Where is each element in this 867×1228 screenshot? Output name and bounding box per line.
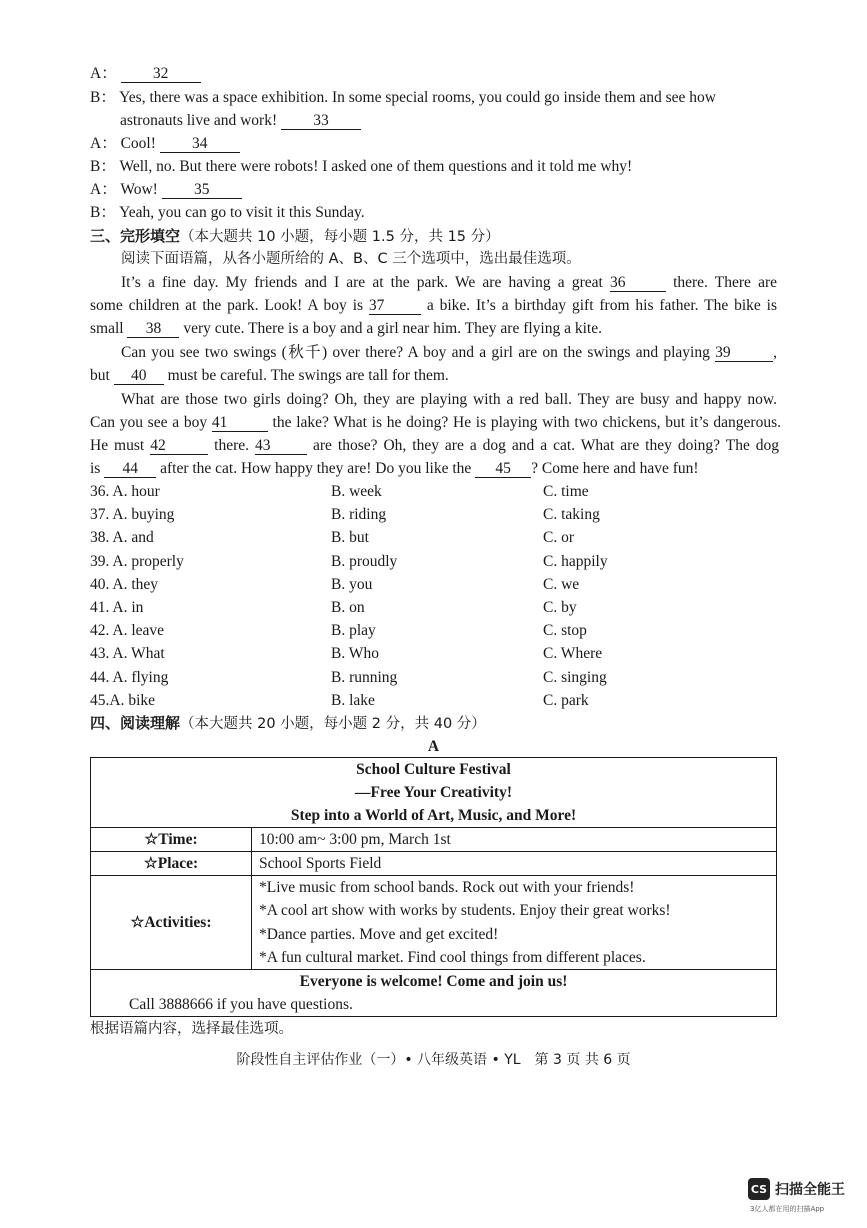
answer-blank: 37 [369, 297, 421, 315]
passage-line-4: Can you see two swings (秋千) over there? A boy and a girl are on the swings and playing 39 , [121, 344, 778, 361]
speaker-label: A [90, 65, 102, 82]
dialogue-line-3 [120, 111, 361, 131]
answer-blank: 43 [255, 437, 307, 455]
option-b: B. riding [331, 506, 387, 524]
activity-item: *Live music from school bands. Rock out with your friends! [259, 879, 635, 896]
dialogue-text: Wow! [120, 181, 158, 198]
dialogue-text: Yes, there was a space exhibition. In some special rooms, you could go inside them and see how [119, 89, 716, 106]
option-a: 37. A. buying [90, 506, 175, 524]
dialogue-line-2: B： Yes, there was a space exhibition. In some special rooms, you could go inside them and see how [90, 89, 716, 106]
option-c: C. Where [543, 645, 603, 663]
brand-slogan: 3亿人都在用的扫描App [750, 1205, 825, 1213]
option-b: B. you [331, 575, 373, 593]
option-a: 39. A. properly [90, 552, 184, 570]
activity-item: *A fun cultural market. Find cool things from different places. [259, 948, 646, 966]
option-a: 43. A. What [90, 645, 165, 663]
activities-list [252, 876, 777, 970]
activity-item: *Dance parties. Move and get excited! [259, 925, 499, 943]
option-c: C. happily [543, 552, 608, 570]
dialogue-text: astronauts live and work! [120, 112, 278, 129]
dialogue-text: Well, no. But there were robots! I asked one of them questions and it told me why! [119, 158, 633, 175]
time-label: ☆Time: [91, 828, 252, 852]
place-value: School Sports Field [252, 852, 777, 876]
option-b: B. lake [331, 691, 375, 709]
option-c: C. park [543, 691, 589, 709]
passage-line-1: It’s a fine day. My friends and I are at the park. We are having a great 36 there. There are [121, 274, 777, 291]
option-b: B. week [331, 483, 382, 500]
option-c: C. singing [543, 668, 607, 686]
option-c: C. stop [543, 622, 587, 640]
option-a: 44. A. flying [90, 668, 169, 686]
answer-blank: 38 [127, 320, 179, 338]
dialogue-line-4: A： Cool! 34 [90, 134, 240, 154]
welcome-text: Everyone is welcome! Come and join us! [299, 973, 568, 991]
activities-label: ☆Activities: [91, 876, 252, 970]
festival-poster [90, 757, 777, 1017]
option-a: 45.A. bike [90, 691, 156, 709]
part-label: A [427, 738, 440, 755]
option-a: 41. A. in [90, 599, 144, 616]
answer-blank: 41 [212, 414, 268, 432]
option-a: 38. A. and [90, 529, 154, 547]
answer-blank: 45 [475, 460, 531, 478]
answer-blank: 33 [281, 112, 361, 130]
brand-name: 扫描全能王 [775, 1182, 845, 1198]
poster-title-line: —Free Your Creativity! [355, 784, 512, 801]
camscanner-logo-icon: CS [748, 1178, 770, 1200]
option-b: B. Who [331, 645, 379, 663]
option-b: B. on [331, 599, 365, 616]
speaker-label: B [90, 89, 101, 106]
reading-instruction: 根据语篇内容，选择最佳选项。 [90, 1021, 293, 1037]
passage-line-2: some children at the park. Look! A boy is 37 a bike. It’s a birthday gift from his father. The bike is [90, 297, 778, 314]
option-a: 36. A. hour [90, 483, 160, 500]
answer-blank: 35 [162, 181, 242, 199]
passage-line-5: but 40 must be careful. The swings are tall for them. [90, 367, 449, 384]
dialogue-text: Cool! [120, 135, 156, 152]
place-label: ☆Place: [91, 852, 252, 876]
dialogue-line-7: B： Yeah, you can go to visit it this Sunday. [90, 204, 365, 221]
passage-line-8: He must 42 there. 43 are those? Oh, they are a dog and a cat. What are they doing? The dog [90, 437, 780, 454]
speaker-label: B [90, 158, 101, 175]
section-3-heading: 三、完形填空（本大题共 10 小题，每小题 1.5 分，共 15 分） [90, 227, 500, 245]
speaker-label: A [90, 135, 102, 152]
option-c: C. by [543, 599, 577, 616]
activity-item: *A cool art show with works by students. Enjoy their great works! [259, 902, 671, 920]
answer-blank: 42 [150, 437, 208, 455]
option-b: B. play [331, 622, 376, 640]
dialogue-text: Yeah, you can go to visit it this Sunday. [119, 204, 365, 221]
passage-line-9: is 44 after the cat. How happy they are! Do you like the 45 ? Come here and have fun! [90, 460, 699, 477]
section-3-instruction: 阅读下面语篇，从各小题所给的 A、B、C 三个选项中，选出最佳选项。 [121, 251, 581, 267]
dialogue-line-1: A： 32 [90, 64, 201, 84]
answer-blank: 44 [104, 460, 156, 478]
speaker-label: A [90, 181, 102, 198]
poster-title-line: Step into a World of Art, Music, and More! [290, 807, 577, 824]
answer-blank: 39 [715, 344, 773, 362]
passage-line-7: Can you see a boy 41 the lake? What is he doing? He is playing with two chickens, but it’s dangerous. [90, 414, 782, 431]
speaker-label: B [90, 204, 101, 221]
option-a: 42. A. leave [90, 622, 165, 640]
passage-line-6: What are those two girls doing? Oh, they are playing with a red ball. They are busy and happy now. [121, 391, 777, 408]
contact-text: Call 3888666 if you have questions. [129, 996, 353, 1014]
option-b: B. proudly [331, 552, 398, 570]
answer-blank: 32 [121, 65, 201, 83]
page-footer: 阶段性自主评估作业（一）• 八年级英语 • YL 第 3 页 共 6 页 [236, 1052, 631, 1068]
option-c: C. time [543, 483, 589, 500]
poster-title-line: School Culture Festival [356, 761, 511, 778]
option-a: 40. A. they [90, 575, 159, 593]
passage-line-3: small 38 very cute. There is a boy and a girl near him. They are flying a kite. [90, 320, 602, 337]
poster-title [91, 758, 777, 828]
section-4-heading: 四、阅读理解（本大题共 20 小题，每小题 2 分，共 40 分） [90, 714, 486, 732]
answer-blank: 40 [114, 367, 164, 385]
option-c: C. taking [543, 506, 600, 524]
option-c: C. or [543, 529, 574, 547]
dialogue-line-5: B： Well, no. But there were robots! I asked one of them questions and it told me why! [90, 158, 633, 175]
option-b: B. running [331, 668, 398, 686]
scanner-watermark [748, 1178, 845, 1200]
answer-blank: 34 [160, 135, 240, 153]
poster-footer [91, 970, 777, 1017]
option-c: C. we [543, 575, 580, 593]
answer-blank: 36 [610, 274, 666, 292]
time-value: 10:00 am~ 3:00 pm, March 1st [252, 828, 777, 852]
option-b: B. but [331, 529, 369, 547]
dialogue-line-6: A： Wow! 35 [90, 180, 242, 200]
